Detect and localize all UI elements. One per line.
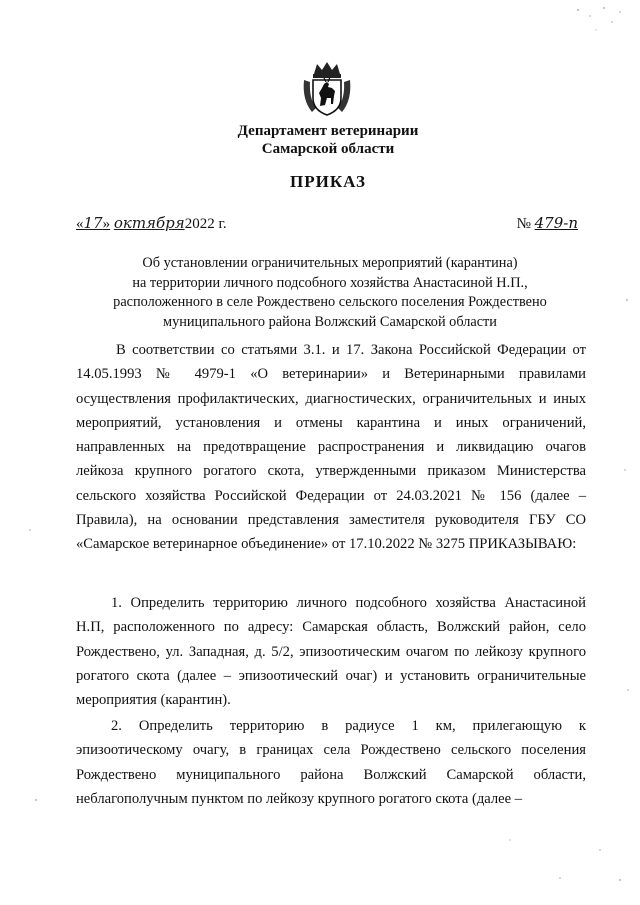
subject-line3: расположенного в селе Рождествено сельского поселения Рождествено: [113, 294, 547, 310]
subject-line2: на территории личного подсобного хозяйства Анастасиной Н.П.,: [132, 274, 528, 291]
department-name-line1: Департамент ветеринарии: [237, 123, 419, 139]
date-close-quote: »: [102, 216, 111, 232]
date-month: октября: [113, 214, 185, 232]
preamble-paragraph: В соответствии со статьями 3.1. и 17. Закона Российской Федерации от 14.05.1993 № 4979-1 «О ветеринарии» и Ветеринарными правилами осуществления профилактических, диагностических, ограничительных и иных мероприятий, установления и отмены карантина и иных ограничений, направленных на предотвращение распространения и ликвидацию очагов лейкоза крупного рогатого скота, утвержденными приказом Министерства сельского хозяйства Российской Федерации от 24.03.2021 № 156 (далее – Правила), на основании представления заместителя руководителя ГБУ СО «Самарское ветеринарное объединение» от 17.10.2022 № 3275 ПРИКАЗЫВАЮ:: [76, 342, 586, 553]
department-name-line2: Самарской области: [261, 141, 395, 157]
date-year: 2022 г.: [184, 216, 227, 232]
number-label: №: [516, 216, 531, 232]
order-item-2: 2. Определить территорию в радиусе 1 км, прилегающую к эпизоотическому очагу, в границах села Рождествено сельского поселения Рождествено муниципального района Волжский Самарской области, неблагополучным пунктом по лейкозу крупного рогатого скота (далее –: [76, 718, 586, 807]
order-number: [517, 214, 578, 233]
number-value: 479-п: [534, 214, 578, 232]
date-open-quote: «: [76, 216, 84, 232]
samara-coat-of-arms-icon: [300, 60, 354, 118]
document-type-title: ПРИКАЗ: [290, 172, 366, 191]
order-subject: [60, 254, 600, 332]
date-day: 17: [83, 214, 103, 232]
subject-line4: муниципального района Волжский Самарской области: [163, 313, 497, 330]
subject-line1: Об установлении ограничительных мероприятий (карантина): [142, 255, 518, 271]
order-item-1: 1. Определить территорию личного подсобного хозяйства Анастасиной Н.П, расположенного по адресу: Самарская область, Волжский район, село Рождествено, ул. Западная, д. 5/2, эпизоотическим очагом по лейкозу крупного рогатого скота (далее – эпизоотический очаг) и установить ограничительные мероприятия (карантин).: [76, 595, 586, 709]
order-date: [76, 214, 227, 233]
